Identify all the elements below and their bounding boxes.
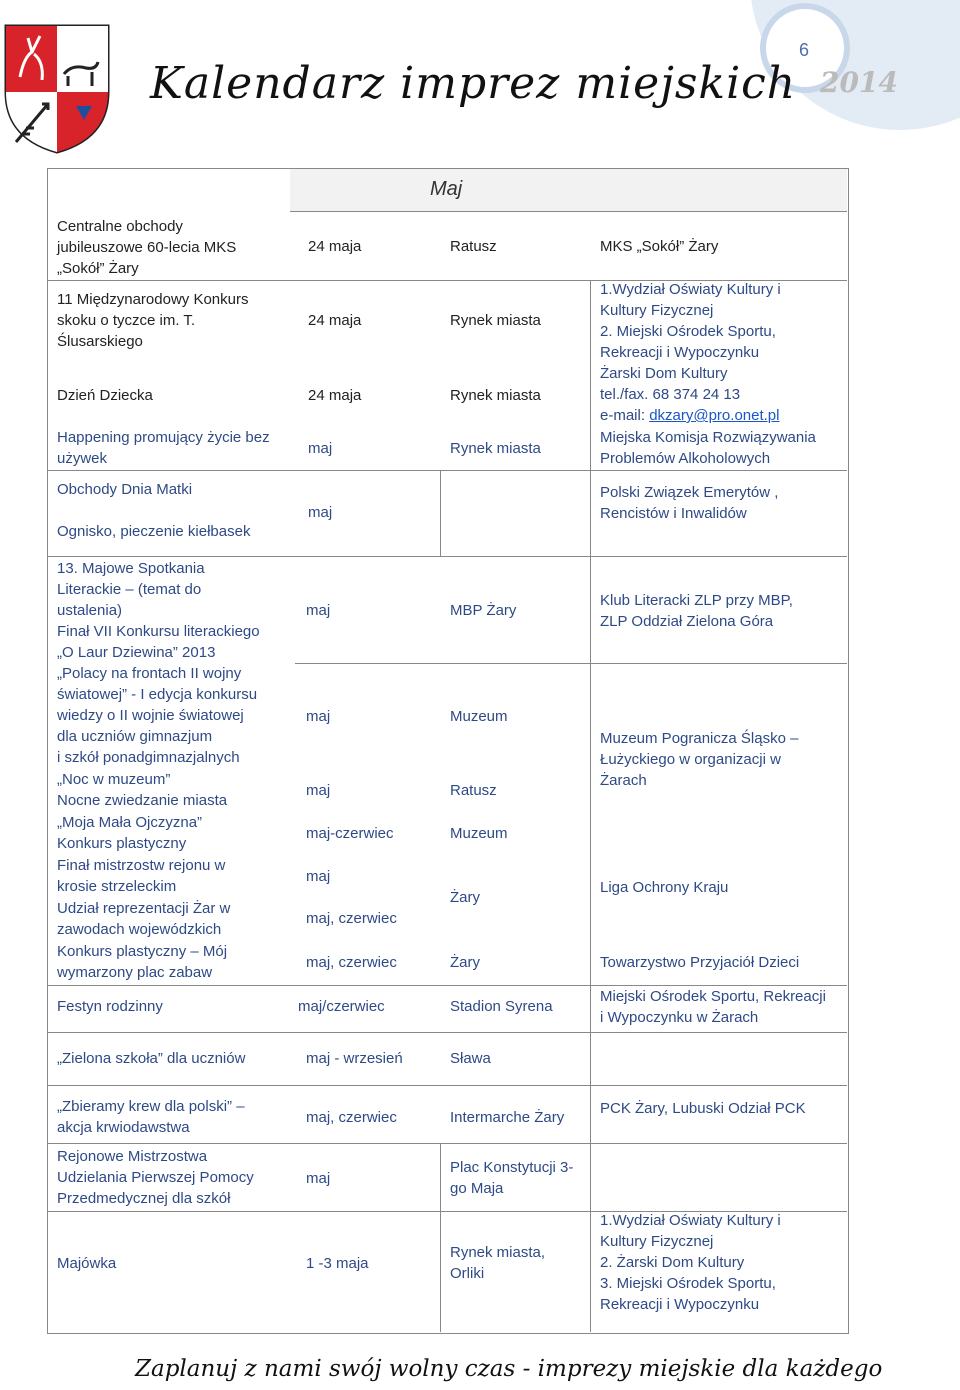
place-cell: Ratusz (450, 782, 497, 799)
column-divider (590, 556, 591, 1332)
row-divider (47, 1032, 847, 1033)
organizer-cell: Towarzystwo Przyjaciół Dzieci (600, 954, 800, 971)
event-cell: Dzień Dziecka (57, 387, 153, 404)
date-cell: 24 maja (308, 238, 362, 255)
organizer-cell: Polski Związek Emerytów , Rencistów i Inwalidów (600, 484, 779, 522)
event-cell: „Polacy na frontach II wojny światowej” - I edycja konkursu wiedzy o II wojnie światowej dla uczniów gimnazjum i szkół ponadgimnazjalnych (57, 665, 258, 766)
event-cell: Konkurs plastyczny – Mój wymarzony plac zabaw (57, 943, 228, 981)
date-cell: maj/czerwiec (298, 998, 385, 1015)
event-cell: 11 Międzynarodowy Konkurs skoku o tyczce im. T. Ślusarskiego (57, 291, 249, 350)
organizer-cell: Muzeum Pogranicza Śląsko – Łużyckiego w organizacji w Żarach (600, 730, 799, 789)
place-cell: Rynek miasta, Orliki (450, 1244, 546, 1282)
event-cell: Rejonowe Mistrzostwa Udzielania Pierwszej Pomocy Przedmedycznej dla szkół (57, 1148, 254, 1207)
event-cell: „Zbieramy krew dla polski” – akcja krwiodawstwa (57, 1098, 245, 1136)
place-cell: Żary (450, 889, 480, 906)
date-cell: maj (306, 602, 331, 619)
organizer-cell: Miejski Ośrodek Sportu, Rekreacji i Wypoczynku w Żarach (600, 988, 826, 1026)
organizer-cell: Miejska Komisja Rozwiązywania Problemów Alkoholowych (600, 429, 816, 467)
place-cell: Muzeum (450, 708, 508, 725)
date-cell: maj - wrzesień (306, 1050, 403, 1067)
column-divider (440, 1143, 441, 1332)
event-cell: „Noc w muzeum” Nocne zwiedzanie miasta (57, 771, 228, 809)
footer-slogan: Zaplanuj z nami swój wolny czas - imprezy miejskie dla każdego (135, 1356, 883, 1382)
row-divider (47, 1085, 847, 1086)
place-cell: Muzeum (450, 825, 508, 842)
date-cell: maj, czerwiec (306, 1109, 397, 1126)
organizer-line: tel./fax. 68 374 24 13 (600, 386, 741, 403)
event-cell: 13. Majowe Spotkania Literackie – (temat do ustalenia) Finał VII Konkursu literackiego „O Laur Dziewina” 2013 (57, 560, 260, 661)
event-cell: Festyn rodzinny (57, 998, 163, 1015)
organizer-cell: MKS „Sokół” Żary (600, 238, 719, 255)
row-divider (590, 663, 847, 664)
place-cell: Rynek miasta (450, 440, 541, 457)
place-cell: Stadion Syrena (450, 998, 553, 1015)
date-cell: maj (306, 1170, 331, 1187)
event-cell: Obchody Dnia Matki Ognisko, pieczenie kiełbasek (57, 481, 251, 540)
date-cell: maj (308, 504, 333, 521)
place-cell: Żary (450, 954, 480, 971)
organizer-cell: PCK Żary, Lubuski Odział PCK (600, 1100, 806, 1117)
page-number: 6 (799, 40, 810, 60)
place-cell: Sława (450, 1050, 491, 1067)
month-heading: Maj (430, 178, 463, 200)
place-cell: Ratusz (450, 238, 497, 255)
organizer-line: 1.Wydział Oświaty Kultury i Kultury Fizycznej (600, 281, 781, 319)
date-cell: maj (308, 440, 333, 457)
contact-email (600, 405, 779, 426)
event-cell: „Moja Mała Ojczyzna” Konkurs plastyczny (57, 814, 203, 852)
organizer-line: Żarski Dom Kultury (600, 365, 728, 382)
event-cell: Centralne obchody jubileuszowe 60-lecia MKS „Sokół” Żary (57, 218, 237, 277)
row-divider (47, 470, 847, 471)
place-cell: Rynek miasta (450, 312, 541, 329)
event-cell: „Zielona szkoła” dla uczniów (57, 1050, 246, 1067)
column-divider (590, 280, 591, 556)
date-cell: 1 -3 maja (306, 1255, 369, 1272)
date-cell: maj, czerwiec (306, 910, 397, 927)
organizer-cell: Klub Literacki ZLP przy MBP, ZLP Oddział Zielona Góra (600, 592, 793, 630)
event-cell: Finał mistrzostw rejonu w krosie strzeleckim (57, 857, 226, 895)
organizer-cell: 1.Wydział Oświaty Kultury i Kultury Fizycznej 2. Żarski Dom Kultury 3. Miejski Ośrodek Sportu, Rekreacji i Wypoczynku (600, 1212, 781, 1313)
place-cell: Intermarche Żary (450, 1109, 565, 1126)
organizer-line: 2. Miejski Ośrodek Sportu, Rekreacji i Wypoczynku (600, 323, 776, 361)
date-cell: 24 maja (308, 312, 362, 329)
place-cell: Plac Konstytucji 3- go Maja (450, 1159, 574, 1197)
organizer-cell: Liga Ochrony Kraju (600, 879, 729, 896)
place-cell: Rynek miasta (450, 387, 541, 404)
coat-of-arms-logo (2, 22, 112, 154)
row-divider (295, 663, 590, 664)
event-cell: Majówka (57, 1255, 117, 1272)
month-header-band (290, 169, 847, 212)
date-cell: maj (306, 868, 331, 885)
email-label: e-mail: (600, 407, 650, 424)
date-cell: maj (306, 708, 331, 725)
event-cell: Udział reprezentacji Żar w zawodach wojewódzkich (57, 900, 231, 938)
date-cell: maj-czerwiec (306, 825, 394, 842)
date-cell: maj, czerwiec (306, 954, 397, 971)
place-cell: MBP Żary (450, 602, 517, 619)
email-link[interactable]: dkzary@pro.onet.pl (649, 407, 780, 424)
year-label: 2014 (820, 66, 898, 99)
page-title: Kalendarz imprez miejskich (150, 58, 797, 109)
column-divider (440, 470, 441, 556)
row-divider (47, 556, 847, 557)
row-divider (47, 1143, 847, 1144)
date-cell: maj (306, 782, 331, 799)
event-cell: Happening promujący życie bez używek (57, 429, 270, 467)
date-cell: 24 maja (308, 387, 362, 404)
